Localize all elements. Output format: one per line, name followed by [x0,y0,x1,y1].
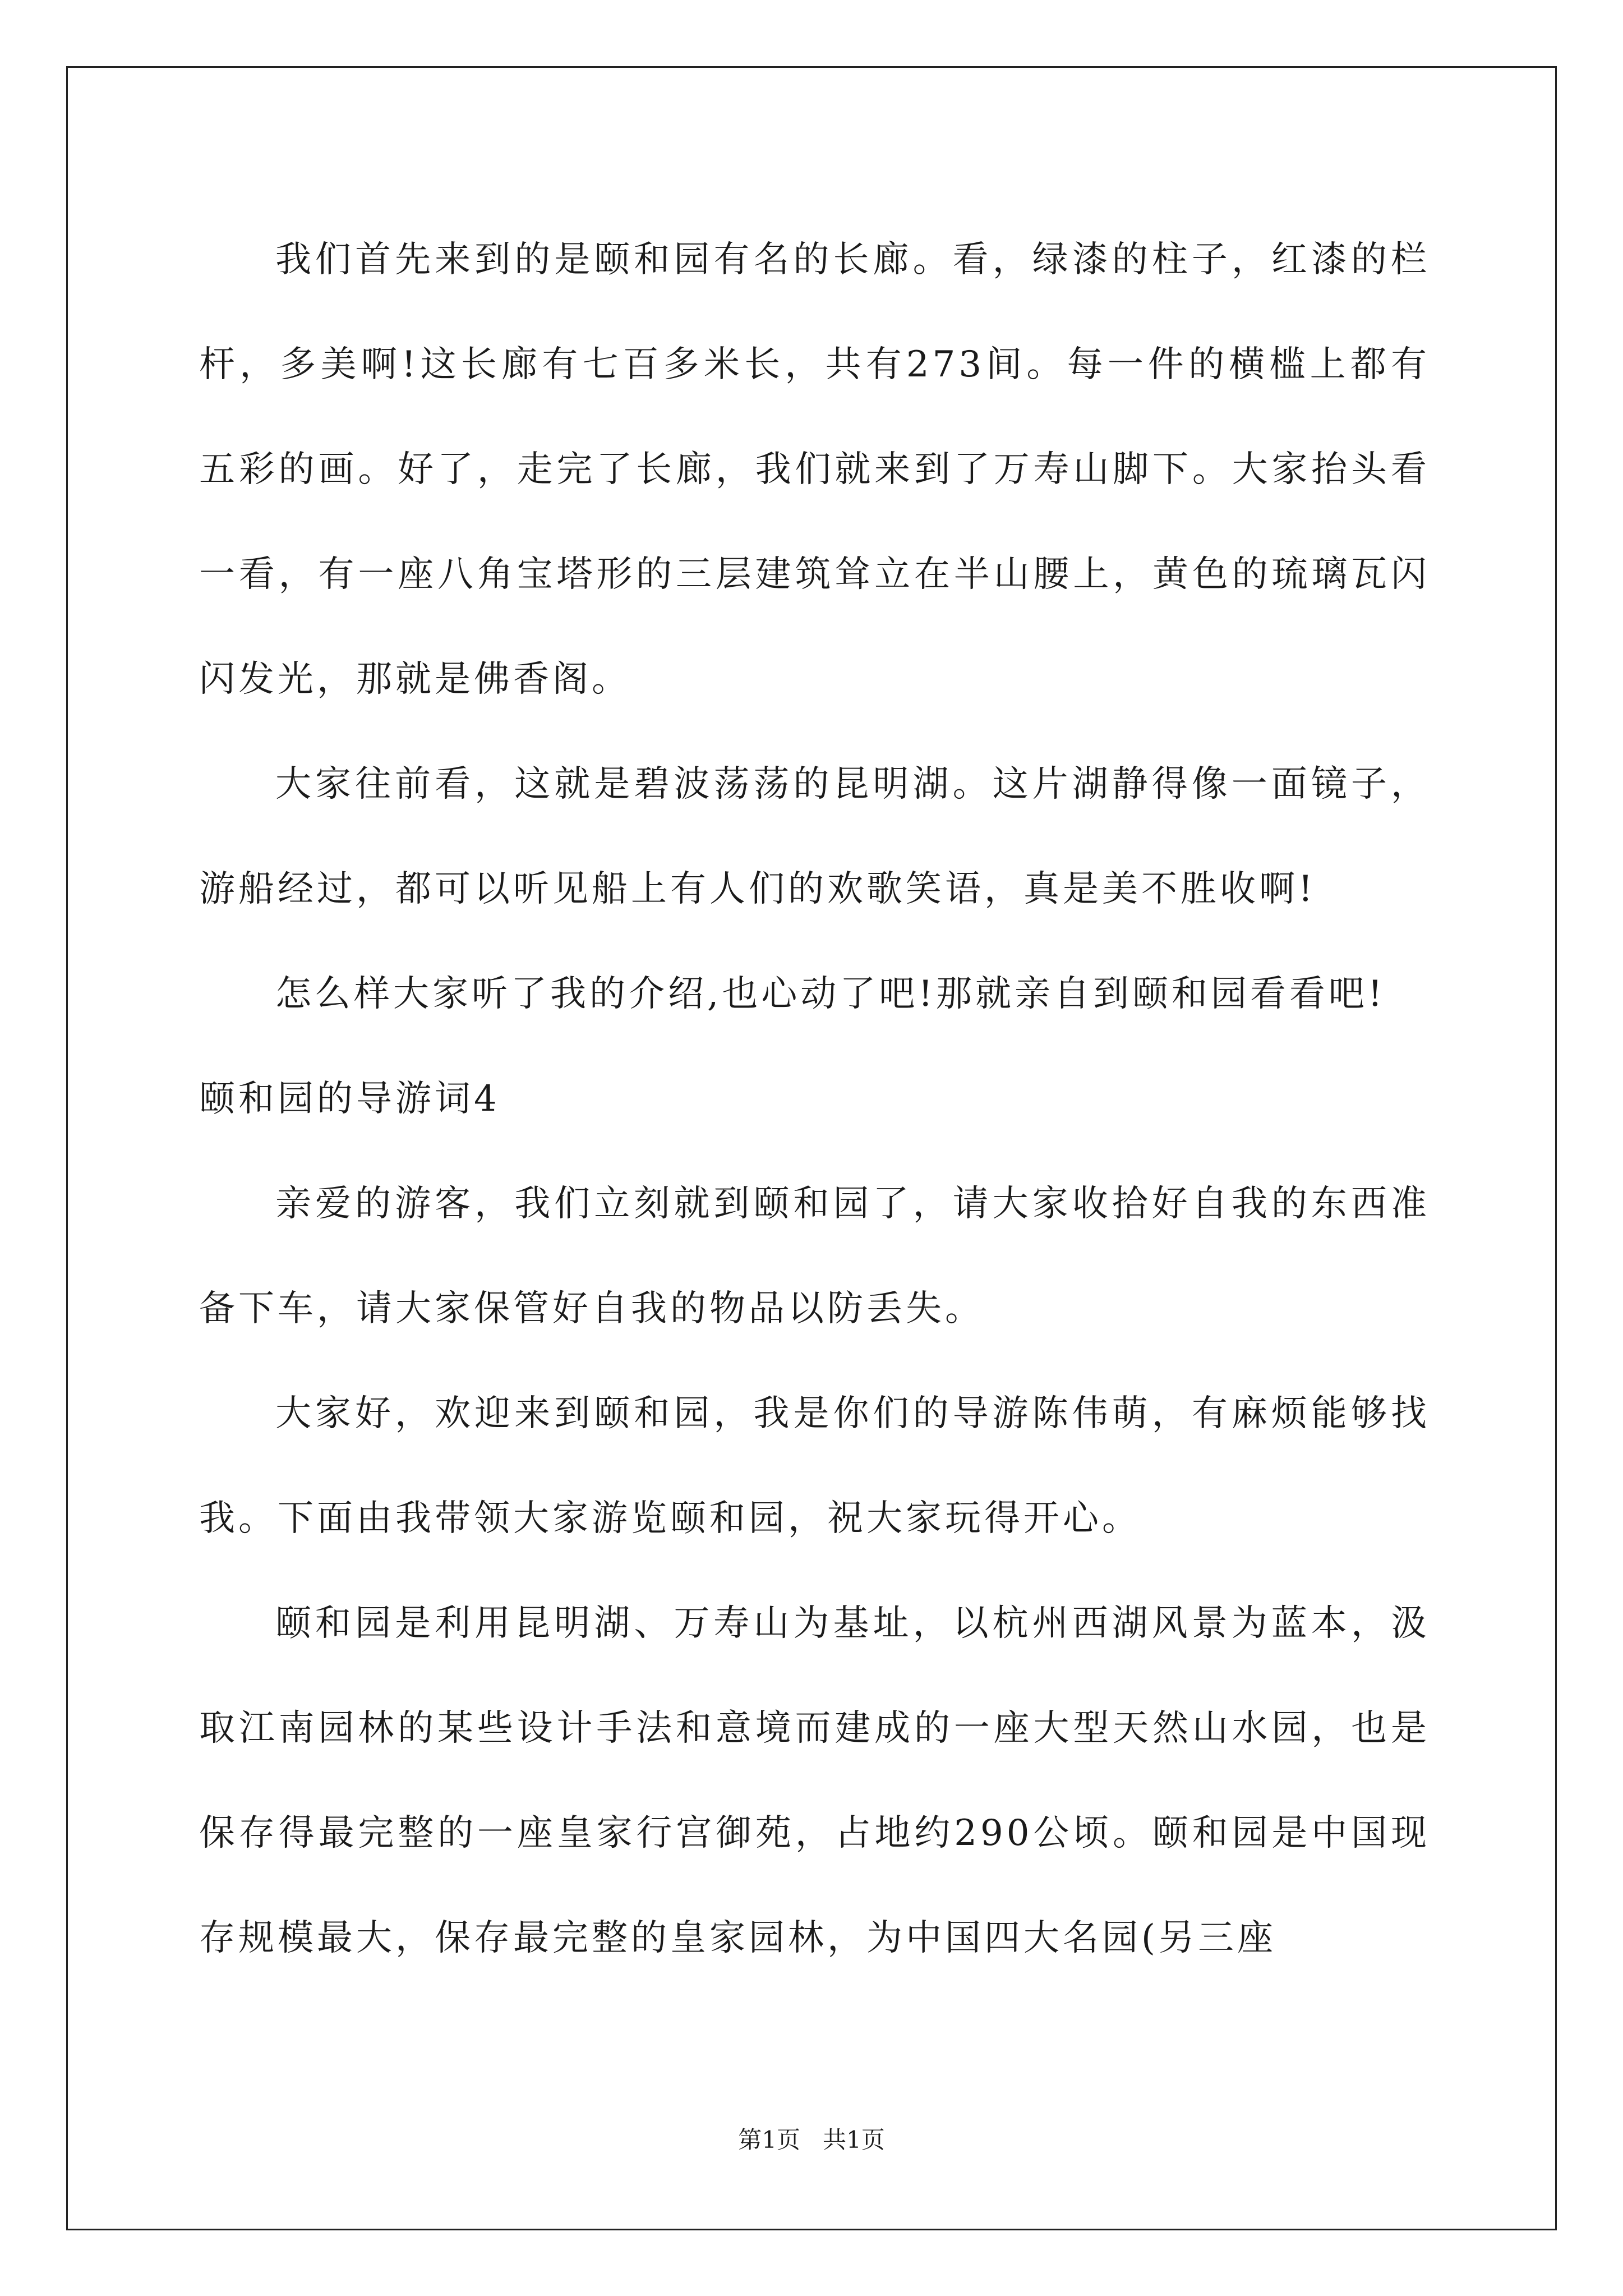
paragraph-invitation: 怎么样大家听了我的介绍,也心动了吧!那就亲自到颐和园看看吧! [275,973,1386,1015]
section-heading: 颐和园的导游词4 [199,1078,500,1120]
paragraph-history: 颐和园是利用昆明湖、万寿山为基址，以杭州西湖风景为蓝本，汲取江南园林的某些设计手法和意境而建成的一座大型天然山水园，也是保存得最完整的一座皇家行宫御苑，占地约290公顷。颐和园是中国现存规模最大，保存最完整的皇家园林，为中国四大名园(另三座 [199,1603,1430,1959]
paragraph-kunming-lake: 大家往前看，这就是碧波荡荡的昆明湖。这片湖静得像一面镜子，游船经过，都可以听见船上有人们的欢歌笑语，真是美不胜收啊! [199,763,1430,910]
paragraph-arrival: 亲爱的游客，我们立刻就到颐和园了，请大家收拾好自我的东西准备下车，请大家保管好自我的物品以防丢失。 [199,1183,1430,1329]
document-body [199,208,1430,1991]
paragraph-greeting: 大家好，欢迎来到颐和园，我是你们的导游陈伟萌，有麻烦能够找我。下面由我带领大家游览颐和园，祝大家玩得开心。 [199,1393,1430,1539]
paragraph-changlang: 我们首先来到的是颐和园有名的长廊。看，绿漆的柱子，红漆的栏杆，多美啊!这长廊有七百多米长，共有273间。每一件的横槛上都有五彩的画。好了，走完了长廊，我们就来到了万寿山脚下。大家抬头看一看，有一座八角宝塔形的三层建筑耸立在半山腰上，黄色的琉璃瓦闪闪发光，那就是佛香阁。 [199,239,1430,700]
page-number-footer: 第1页 共1页 [738,2126,885,2154]
